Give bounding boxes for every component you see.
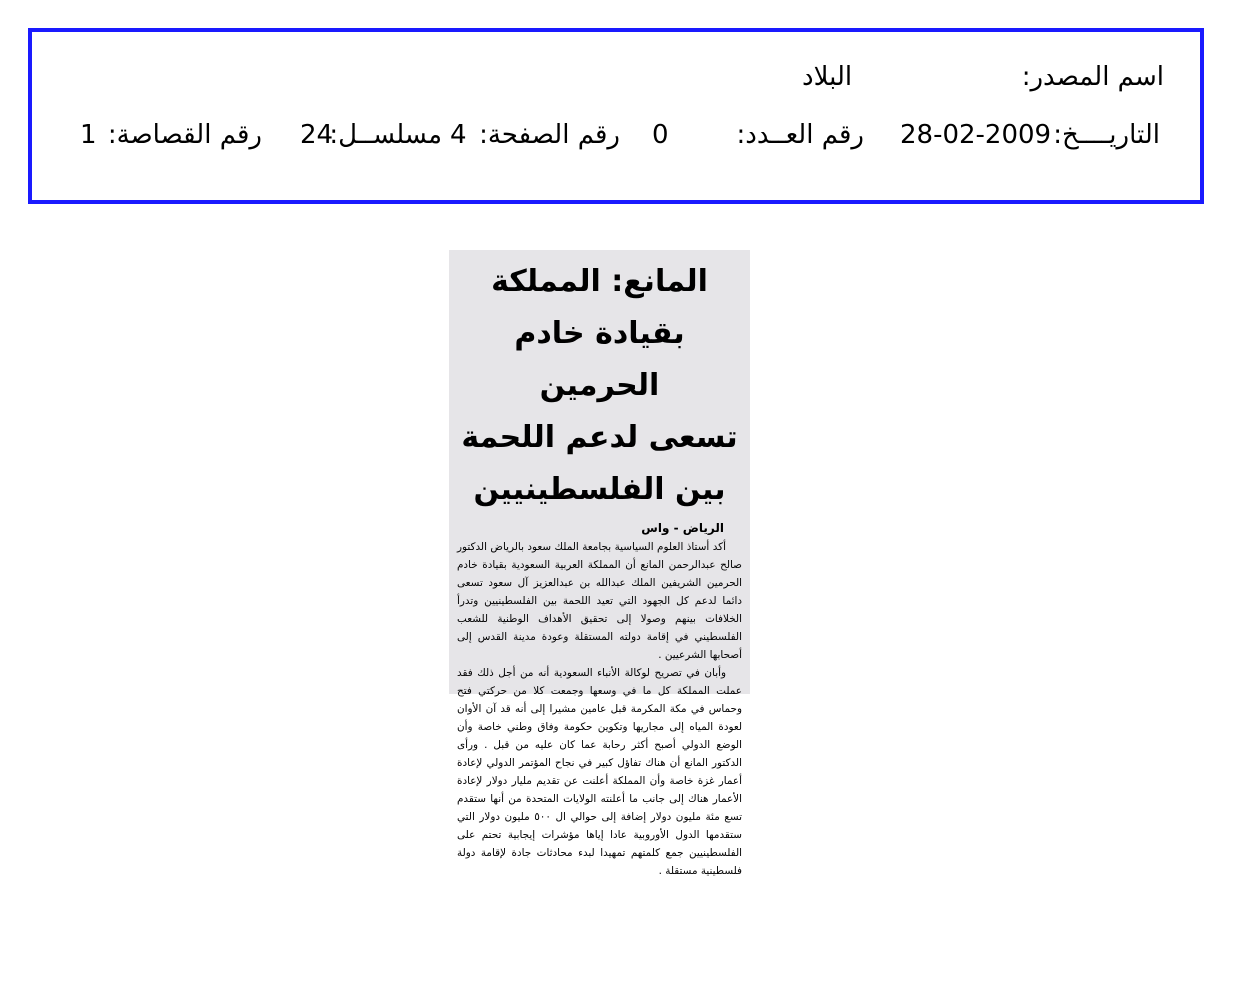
clip-value: 1 [80,120,97,150]
page-label: رقم الصفحة: [479,120,620,150]
headline-line-2: تسعى لدعم اللحمة بين الفلسطينيين [461,420,738,507]
clip-label: رقم القصاصة: [107,120,262,150]
article-byline: الرياض - واس [641,521,724,535]
article-paragraph-2: وأبان في تصريح لوكالة الأنباء السعودية أنه من أجل ذلك فقد عملت المملكة كل ما في وسعها وجمعت كلا من حركتي فتح وحماس في مكة المكرمة قبل عامين مشيرا إلى أنه قد آن الأوان لعودة المياه إلى مجاريها وتكوين حكومة وفاق وطني خاصة وأن الوضع الدولي أصبح أكثر رحابة عما كان عليه من قبل . ورأى الدكتور المانع أن هناك تفاؤل كبير في نجاح المؤتمر الدولي لإعادة أعمار غزة خاصة وأن المملكة أعلنت عن تقديم مليار دولار لإعادة الأعمار هناك إلى جانب ما أعلنته الولايات المتحدة من أنها ستقدم تسع مئة مليون دولار إضافة إلى حوالي ال ٥٠٠ مليون دولار التي ستقدمها الدول الأوروبية عادا إياها مؤشرات إيجابية تحتم على الفلسطينيين جمع كلمتهم تمهيدا لبدء محادثات جادة لإقامة دولة فلسطينية مستقلة . [457,667,742,877]
serial-label: مسلســل: [329,120,442,150]
article-body [457,538,742,880]
article-headline [457,256,742,516]
date-value: 28-02-2009 [900,120,1052,150]
issue-label: رقم العــدد: [736,120,864,150]
article-paragraph-1: أكد أستاذ العلوم السياسية بجامعة الملك سعود بالرياض الدكتور صالح عبدالرحمن المانع أن المملكة العربية السعودية بقيادة خادم الحرمين الشريفين الملك عبدالله بن عبدالعزيز آل سعود تسعى دائما لدعم كل الجهود التي تعيد اللحمة بين الفلسطينيين وتدرأ الخلافات بينهم وصولا إلى تحقيق الأهداف الوطنية للشعب الفلسطيني في إقامة دولته المستقلة وعودة مدينة القدس إلى أصحابها الشرعيين . [457,541,742,661]
issue-value: 0 [652,120,669,150]
date-label: التاريــــخ: [1053,120,1160,150]
metadata-frame [28,28,1204,204]
newspaper-clipping [449,250,750,877]
source-label: اسم المصدر: [1021,62,1164,92]
serial-value: 24 [300,120,334,150]
headline-line-1: المانع: المملكة بقيادة خادم الحرمين [491,264,708,403]
page-value: 4 [450,120,467,150]
source-value: البلاد [802,62,853,92]
